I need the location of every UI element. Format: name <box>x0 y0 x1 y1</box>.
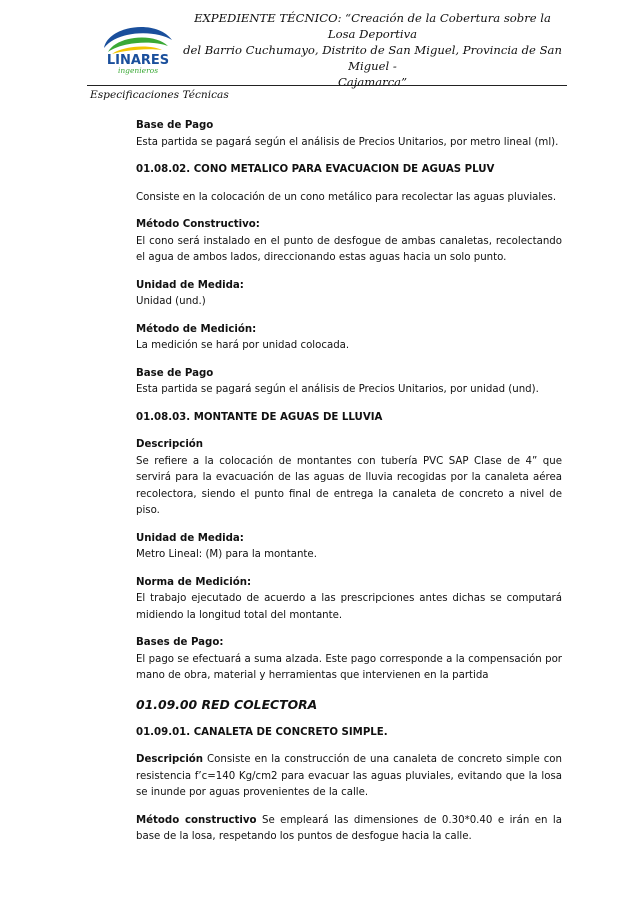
document-body <box>136 118 562 857</box>
section-title: 01.08.02. CONO METALICO PARA EVACUACION DE AGUAS PLUV <box>136 164 495 175</box>
section-01-08-02 <box>136 162 562 179</box>
expediente-title <box>180 10 565 90</box>
logo-wordmark: LINARES <box>106 53 170 68</box>
inline-heading: Método constructivo <box>136 814 257 826</box>
block-heading: Bases de Pago: <box>136 637 224 648</box>
block-heading: Método Constructivo: <box>136 219 260 230</box>
metodo-block <box>136 217 562 267</box>
base-de-pago-block <box>136 118 562 151</box>
bases-block <box>136 635 562 685</box>
section-01-09-00 <box>136 696 562 714</box>
block-heading: Base de Pago <box>136 120 214 131</box>
inline-heading: Descripción <box>136 754 204 765</box>
block-text: Se refiere a la colocación de montantes con tubería PVC SAP Clase de 4” que servirá para la evacuación de las aguas de lluvia recogidas por la canaleta aérea recolectora, siendo el punto final de entrega la canaleta de concreto a nivel de piso. <box>136 455 562 516</box>
section-01-09-01 <box>136 725 562 742</box>
descripcion-block <box>136 752 562 802</box>
inline-text: Consiste en la construcción de una canaleta de concreto simple con resistencia f’c=140 Kg/cm2 para evacuar las aguas pluviales, evitando que la losa se inunde por aguas provenientes de la calle. <box>136 754 562 798</box>
norma-block <box>136 575 562 625</box>
section-01-08-03 <box>136 410 562 427</box>
intro-block <box>136 190 562 207</box>
header-divider <box>87 85 567 86</box>
block-heading: Norma de Medición: <box>136 576 252 588</box>
block-text: La medición se hará por unidad colocada. <box>136 340 350 351</box>
medicion-block <box>136 322 562 355</box>
descripcion-block <box>136 437 562 520</box>
unidad-block <box>136 278 562 311</box>
block-heading: Unidad de Medida: <box>136 532 244 544</box>
block-paragraph <box>136 752 562 802</box>
inline-text: Se empleará las dimensiones de 0.30*0.40 e irán en la base de la losa, respetando los puntos de desfogue hacia la calle. <box>136 814 563 842</box>
title-line-3: Cajamarca” <box>337 75 408 89</box>
block-paragraph <box>136 813 562 846</box>
section-title: 01.09.01. CANALETA DE CONCRETO SIMPLE. <box>136 726 388 738</box>
unidad-block <box>136 531 562 564</box>
title-line-2: del Barrio Cuchumayo, Distrito de San Miguel, Provincia de San Miguel - <box>183 43 562 73</box>
block-heading: Base de Pago <box>136 367 214 379</box>
block-text: El cono será instalado en el punto de desfogue de ambas canaletas, recolectando el agua de ambos lados, direccionando estas aguas hacia un solo punto. <box>136 235 562 263</box>
metodo-block <box>136 813 562 846</box>
pago-block <box>136 366 562 399</box>
block-text: El pago se efectuará a suma alzada. Este pago corresponde a la compensación por mano de obra, material y herramientas que intervienen en la partida <box>136 653 562 681</box>
block-text: Metro Lineal: (M) para la montante. <box>136 549 317 560</box>
section-title: 01.09.00 RED COLECTORA <box>136 696 318 712</box>
block-heading: Descripción <box>136 439 204 450</box>
block-heading: Método de Medición: <box>136 323 257 335</box>
block-text: Consiste en la colocación de un cono metálico para recolectar las aguas pluviales. <box>136 191 557 203</box>
logo-blue-arc <box>104 27 172 48</box>
block-text: Unidad (und.) <box>136 296 206 307</box>
block-text: Esta partida se pagará según el análisis de Precios Unitarios, por metro lineal (ml). <box>136 136 559 148</box>
section-title: 01.08.03. MONTANTE DE AGUAS DE LLUVIA <box>136 411 383 423</box>
block-heading: Unidad de Medida: <box>136 279 244 291</box>
title-line-1: EXPEDIENTE TÉCNICO: “Creación de la Cobertura sobre la Losa Deportiva <box>194 11 551 41</box>
logo-tagline: ingenieros <box>117 66 159 75</box>
linares-logo <box>98 14 178 76</box>
page-header <box>0 0 638 89</box>
section-label: Especificaciones Técnicas <box>90 89 229 101</box>
logo-green-arc <box>108 37 168 52</box>
block-text: Esta partida se pagará según el análisis de Precios Unitarios, por unidad (und). <box>136 384 539 395</box>
block-text: El trabajo ejecutado de acuerdo a las prescripciones antes dichas se computará midiendo la longitud total del montante. <box>136 593 562 621</box>
